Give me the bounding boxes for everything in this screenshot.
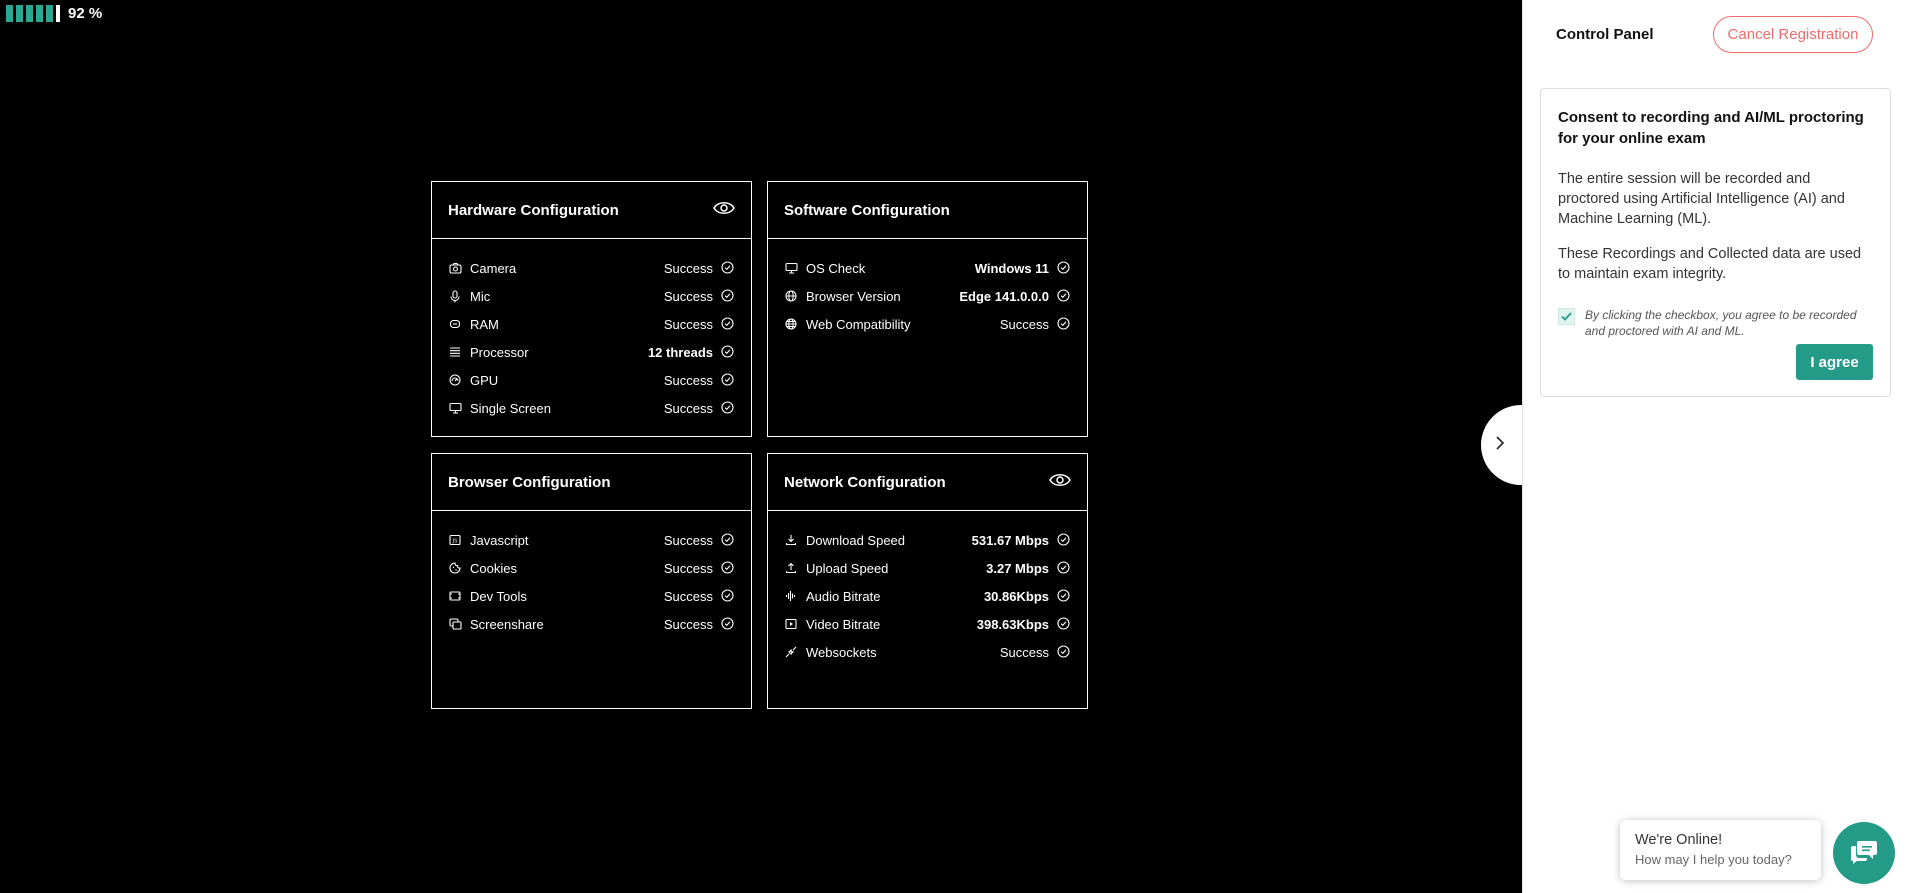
check-label: Upload Speed <box>806 560 889 576</box>
check-label: Camera <box>470 260 517 276</box>
plug-icon <box>784 645 798 659</box>
check-circle-icon <box>1057 289 1071 303</box>
check-circle-icon <box>721 533 735 547</box>
chat-icon <box>1849 838 1879 869</box>
check-value: 398.63Kbps <box>976 616 1049 632</box>
check-row <box>432 394 751 422</box>
consent-checkbox-row <box>1558 307 1873 339</box>
cookie-icon <box>448 561 462 575</box>
monitor-icon <box>448 401 462 415</box>
chat-greeting-bubble[interactable] <box>1620 820 1821 880</box>
card-body <box>432 511 751 638</box>
consent-heading: Consent to recording and AI/ML proctoring for your online exam <box>1558 109 1864 147</box>
check-row <box>768 582 1087 610</box>
check-value: Success <box>663 372 713 388</box>
consent-checkbox[interactable] <box>1558 308 1575 325</box>
consent-paragraph: These Recordings and Collected data are used to maintain exam integrity. <box>1558 246 1862 282</box>
check-row <box>768 526 1087 554</box>
globe-grid-icon <box>784 317 798 331</box>
check-value: 30.86Kbps <box>983 588 1049 604</box>
check-row <box>768 310 1087 338</box>
check-circle-icon <box>1057 561 1071 575</box>
check-label: Processor <box>470 344 529 360</box>
check-value: Success <box>999 316 1049 332</box>
check-row <box>432 282 751 310</box>
check-label: Screenshare <box>470 616 544 632</box>
check-circle-icon <box>1057 261 1071 275</box>
check-label: Browser Version <box>806 288 901 304</box>
card-header <box>432 182 751 239</box>
check-circle-icon <box>721 617 735 631</box>
check-label: Cookies <box>470 560 517 576</box>
check-value: Success <box>663 616 713 632</box>
check-label: Download Speed <box>806 532 906 548</box>
check-label: Websockets <box>806 644 877 660</box>
card-title: Network Configuration <box>784 473 946 491</box>
check-value: 531.67 Mbps <box>971 532 1049 548</box>
chevron-right-icon <box>1495 436 1505 455</box>
card-title: Hardware Configuration <box>448 201 619 219</box>
progress-segment <box>26 5 33 22</box>
check-circle-icon <box>1057 617 1071 631</box>
devtools-icon <box>448 589 462 603</box>
check-value: 3.27 Mbps <box>986 560 1049 576</box>
check-circle-icon <box>721 345 735 359</box>
check-label: OS Check <box>806 260 866 276</box>
card-body <box>768 511 1087 666</box>
check-value: Success <box>663 560 713 576</box>
check-circle-icon <box>1057 589 1071 603</box>
check-value: 12 threads <box>647 344 713 360</box>
consent-card <box>1540 88 1891 397</box>
check-row <box>432 254 751 282</box>
check-circle-icon <box>721 289 735 303</box>
svg-text:JS: JS <box>452 538 458 545</box>
monitor-icon <box>784 261 798 275</box>
check-label: Dev Tools <box>470 588 527 604</box>
check-label: GPU <box>470 372 499 388</box>
check-circle-icon <box>1057 645 1071 659</box>
check-value: Success <box>663 316 713 332</box>
check-row <box>432 554 751 582</box>
video-icon <box>784 617 798 631</box>
progress-segment <box>16 5 23 22</box>
check-circle-icon <box>1057 317 1071 331</box>
check-row <box>432 582 751 610</box>
ram-icon <box>448 317 462 331</box>
check-value: Success <box>663 400 713 416</box>
check-value: Success <box>663 532 713 548</box>
card-title: Browser Configuration <box>448 473 611 491</box>
card-body <box>768 239 1087 338</box>
check-row <box>432 526 751 554</box>
audio-wave-icon <box>784 589 798 603</box>
check-row <box>432 310 751 338</box>
card-header <box>768 182 1087 239</box>
check-circle-icon <box>721 317 735 331</box>
check-row <box>432 338 751 366</box>
eye-icon[interactable] <box>713 200 735 221</box>
check-value: Success <box>663 588 713 604</box>
check-label: Web Compatibility <box>806 316 911 332</box>
progress-indicator <box>6 5 102 22</box>
check-circle-icon <box>1057 533 1071 547</box>
check-row <box>768 282 1087 310</box>
check-circle-icon <box>721 561 735 575</box>
check-circle-icon <box>721 261 735 275</box>
progress-segment <box>36 5 43 22</box>
chat-greeting-subtitle: How may I help you today? <box>1635 852 1792 867</box>
check-row <box>768 638 1087 666</box>
check-row <box>432 366 751 394</box>
check-row <box>768 254 1087 282</box>
cancel-registration-button[interactable]: Cancel Registration <box>1713 16 1873 53</box>
check-value: Edge 141.0.0.0 <box>959 288 1049 304</box>
check-value: Success <box>663 288 713 304</box>
consent-checkbox-label: By clicking the checkbox, you agree to be recorded and proctored with AI and ML. <box>1585 308 1857 338</box>
progress-percent: 92 % <box>68 5 103 22</box>
progress-segment <box>6 5 13 22</box>
download-icon <box>784 533 798 547</box>
check-row <box>768 610 1087 638</box>
panel-title: Control Panel <box>1556 26 1654 43</box>
browser-config-card <box>431 453 752 709</box>
check-label: RAM <box>470 316 499 332</box>
software-config-card <box>767 181 1088 437</box>
chat-launcher-button[interactable] <box>1833 822 1895 884</box>
check-circle-icon <box>721 589 735 603</box>
card-header <box>768 454 1087 511</box>
gpu-icon <box>448 373 462 387</box>
network-config-card <box>767 453 1088 709</box>
check-circle-icon <box>721 373 735 387</box>
check-label: Audio Bitrate <box>806 588 881 604</box>
mic-icon <box>448 289 462 303</box>
globe-icon <box>784 289 798 303</box>
processor-icon <box>448 345 462 359</box>
check-value: Success <box>999 644 1049 660</box>
chat-greeting-title: We're Online! <box>1635 832 1723 848</box>
screenshare-icon <box>448 617 462 631</box>
progress-segment <box>46 5 53 22</box>
javascript-icon <box>448 533 462 547</box>
check-value: Windows 11 <box>974 260 1049 276</box>
card-header <box>432 454 751 511</box>
card-body <box>432 239 751 422</box>
check-row <box>768 554 1087 582</box>
consent-paragraph: The entire session will be recorded and proctored using Artificial Intelligence (AI) and Machine Learning (ML). <box>1558 171 1845 227</box>
check-label: Single Screen <box>470 400 551 416</box>
progress-segment-tip <box>56 5 60 22</box>
check-label: Javascript <box>470 532 529 548</box>
check-label: Video Bitrate <box>806 616 881 632</box>
i-agree-button[interactable]: I agree <box>1796 344 1873 380</box>
check-label: Mic <box>470 288 491 304</box>
check-value: Success <box>663 260 713 276</box>
upload-icon <box>784 561 798 575</box>
card-title: Software Configuration <box>784 201 950 219</box>
check-row <box>432 610 751 638</box>
hardware-config-card <box>431 181 752 437</box>
eye-icon[interactable] <box>1049 472 1071 493</box>
camera-icon <box>448 261 462 275</box>
check-circle-icon <box>721 401 735 415</box>
control-panel <box>1522 0 1906 893</box>
